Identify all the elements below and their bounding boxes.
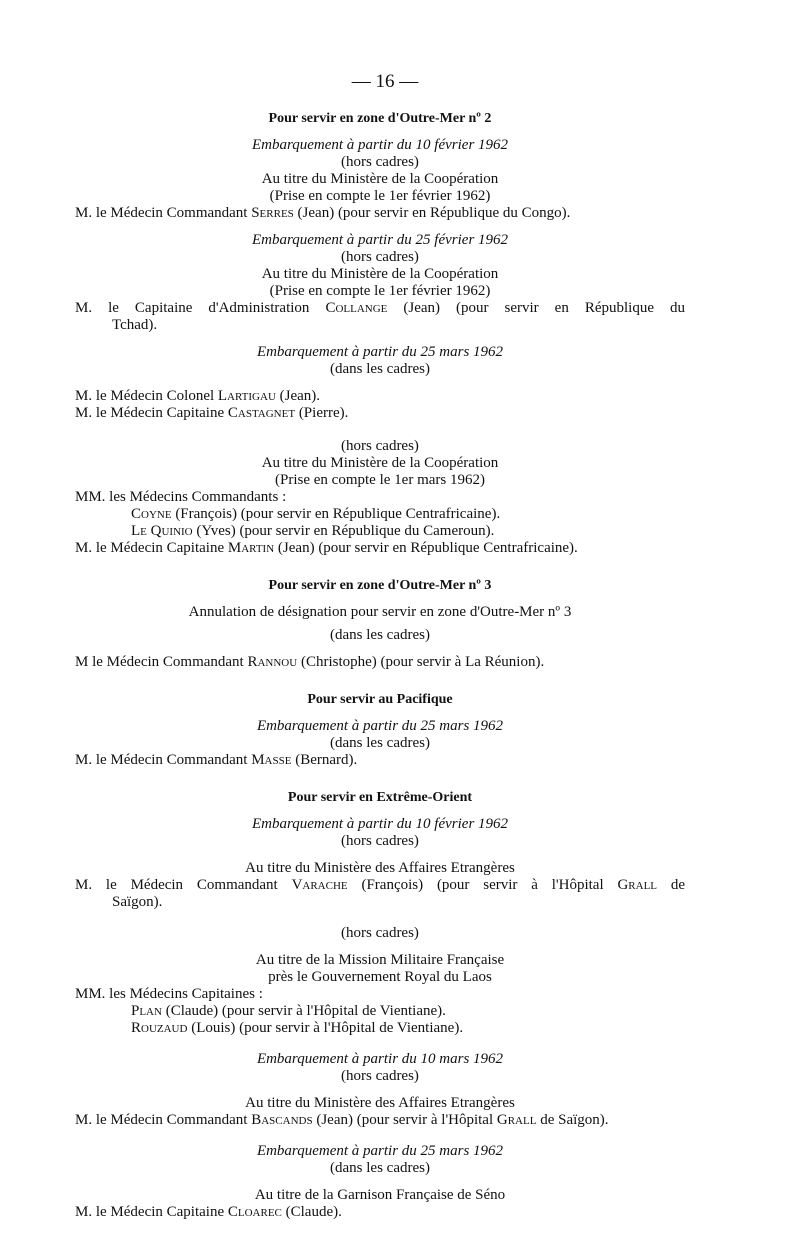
document-body	[75, 110, 685, 1221]
surname: Plan	[131, 1003, 162, 1019]
ministry-line: Au titre du Ministère de la Coopération	[261, 455, 499, 471]
embarkation-date: Embarquement à partir du 25 mars 1962	[256, 1143, 504, 1159]
section-heading: Pour servir au Pacifique	[307, 692, 453, 707]
hospital-name: Grall	[617, 877, 658, 893]
assignment-entry: M. le Capitaine d'Administration Collange (Jean) (pour servir en République du	[75, 300, 685, 316]
ministry-line: Au titre du Ministère des Affaires Etrangères	[245, 860, 515, 876]
section-heading: Pour servir en zone d'Outre-Mer nº 3	[268, 578, 492, 593]
assignment-entry: M. le Médecin Commandant Varache (François) (pour servir à l'Hôpital Grall de	[75, 877, 686, 893]
embarkation-date: Embarquement à partir du 10 février 1962	[251, 816, 509, 832]
embarkation-date: Embarquement à partir du 10 février 1962	[251, 137, 509, 153]
ministry-line: Au titre du Ministère de la Coopération	[261, 171, 499, 187]
assignment-entry: M. le Médecin Commandant Bascands (Jean) (pour servir à l'Hôpital Grall de Saïgon).	[75, 1112, 609, 1128]
group-intro: MM. les Médecins Capitaines :	[75, 986, 263, 1002]
embarkation-block	[75, 1051, 685, 1129]
embarkation-date: Embarquement à partir du 25 février 1962	[251, 232, 509, 248]
embarkation-date: Embarquement à partir du 25 mars 1962	[256, 344, 504, 360]
cancellation-line: Annulation de désignation pour servir en zone d'Outre-Mer nº 3	[188, 604, 572, 620]
effective-date-line: (Prise en compte le 1er février 1962)	[269, 188, 491, 204]
assignment-continuation: Tchad).	[112, 317, 158, 333]
ministry-line: Au titre du Ministère des Affaires Etrangères	[245, 1095, 515, 1111]
surname: Bascands	[251, 1112, 313, 1128]
surname: Serres	[251, 205, 294, 221]
assignment-entry: Rouzaud (Louis) (pour servir à l'Hôpital de Vientiane).	[131, 1020, 464, 1036]
assignment-entry: M. le Médecin Colonel Lartigau (Jean).	[75, 388, 321, 404]
assignment-entry: Le Quinio (Yves) (pour servir en République du Cameroun).	[131, 523, 495, 539]
embarkation-block	[75, 137, 685, 222]
ministry-line: Au titre du Ministère de la Coopération	[261, 266, 499, 282]
embarkation-date: Embarquement à partir du 10 mars 1962	[256, 1051, 504, 1067]
surname: Martin	[227, 540, 275, 556]
section-pacifique	[75, 691, 685, 769]
status-line: (dans les cadres)	[330, 627, 430, 643]
status-line: (dans les cadres)	[330, 735, 430, 751]
mission-line: Au titre de la Mission Militaire Française	[255, 952, 505, 968]
surname: Lartigau	[217, 388, 276, 404]
surname: Le Quinio	[131, 523, 193, 539]
embarkation-block	[75, 344, 685, 422]
status-line: (hors cadres)	[341, 249, 419, 265]
status-line: (hors cadres)	[341, 1068, 419, 1084]
surname: Cloarec	[227, 1204, 282, 1220]
embarkation-block	[75, 925, 685, 1037]
section-heading: Pour servir en Extrême-Orient	[287, 790, 473, 805]
status-line: (dans les cadres)	[330, 1160, 430, 1176]
surname: Masse	[251, 752, 292, 768]
status-line: (dans les cadres)	[330, 361, 430, 377]
status-line: (hors cadres)	[341, 925, 419, 941]
embarkation-block	[75, 816, 685, 911]
surname: Collange	[325, 300, 388, 316]
section-outre-mer-3	[75, 577, 685, 671]
surname: Varache	[291, 877, 348, 893]
mission-line: près le Gouvernement Royal du Laos	[268, 969, 492, 985]
group-intro: MM. les Médecins Commandants :	[75, 489, 287, 505]
embarkation-block	[75, 232, 685, 334]
effective-date-line: (Prise en compte le 1er mars 1962)	[275, 472, 485, 488]
hospital-name: Grall	[496, 1112, 537, 1128]
section-heading: Pour servir en zone d'Outre-Mer nº 2	[268, 111, 492, 126]
assignment-entry: M. le Médecin Capitaine Castagnet (Pierre).	[75, 405, 349, 421]
assignment-entry: Plan (Claude) (pour servir à l'Hôpital de Vientiane).	[131, 1003, 446, 1019]
embarkation-block	[75, 438, 685, 557]
assignment-entry: M. le Médecin Capitaine Martin (Jean) (pour servir en République Centrafricaine).	[75, 540, 578, 556]
status-line: (hors cadres)	[341, 438, 419, 454]
surname: Rouzaud	[131, 1020, 188, 1036]
surname: Rannou	[247, 654, 298, 670]
effective-date-line: (Prise en compte le 1er février 1962)	[269, 283, 491, 299]
status-line: (hors cadres)	[341, 833, 419, 849]
assignment-continuation: Saïgon).	[112, 894, 163, 910]
section-outre-mer-2	[75, 110, 685, 557]
surname: Castagnet	[227, 405, 296, 421]
embarkation-date: Embarquement à partir du 25 mars 1962	[256, 718, 504, 734]
status-line: (hors cadres)	[341, 154, 419, 170]
assignment-entry: M. le Médecin Commandant Masse (Bernard).	[75, 752, 358, 768]
assignment-entry: M le Médecin Commandant Rannou (Christophe) (pour servir à La Réunion).	[75, 654, 545, 670]
assignment-entry: M. le Médecin Capitaine Cloarec (Claude).	[75, 1204, 342, 1220]
embarkation-block	[75, 1143, 685, 1221]
assignment-entry: M. le Médecin Commandant Serres (Jean) (pour servir en République du Congo).	[75, 205, 571, 221]
page-number: — 16 —	[351, 71, 419, 92]
garrison-line: Au titre de la Garnison Française de Séno	[254, 1187, 506, 1203]
surname: Coyne	[131, 506, 172, 522]
assignment-entry: Coyne (François) (pour servir en République Centrafricaine).	[131, 506, 501, 522]
section-extreme-orient	[75, 789, 685, 1221]
